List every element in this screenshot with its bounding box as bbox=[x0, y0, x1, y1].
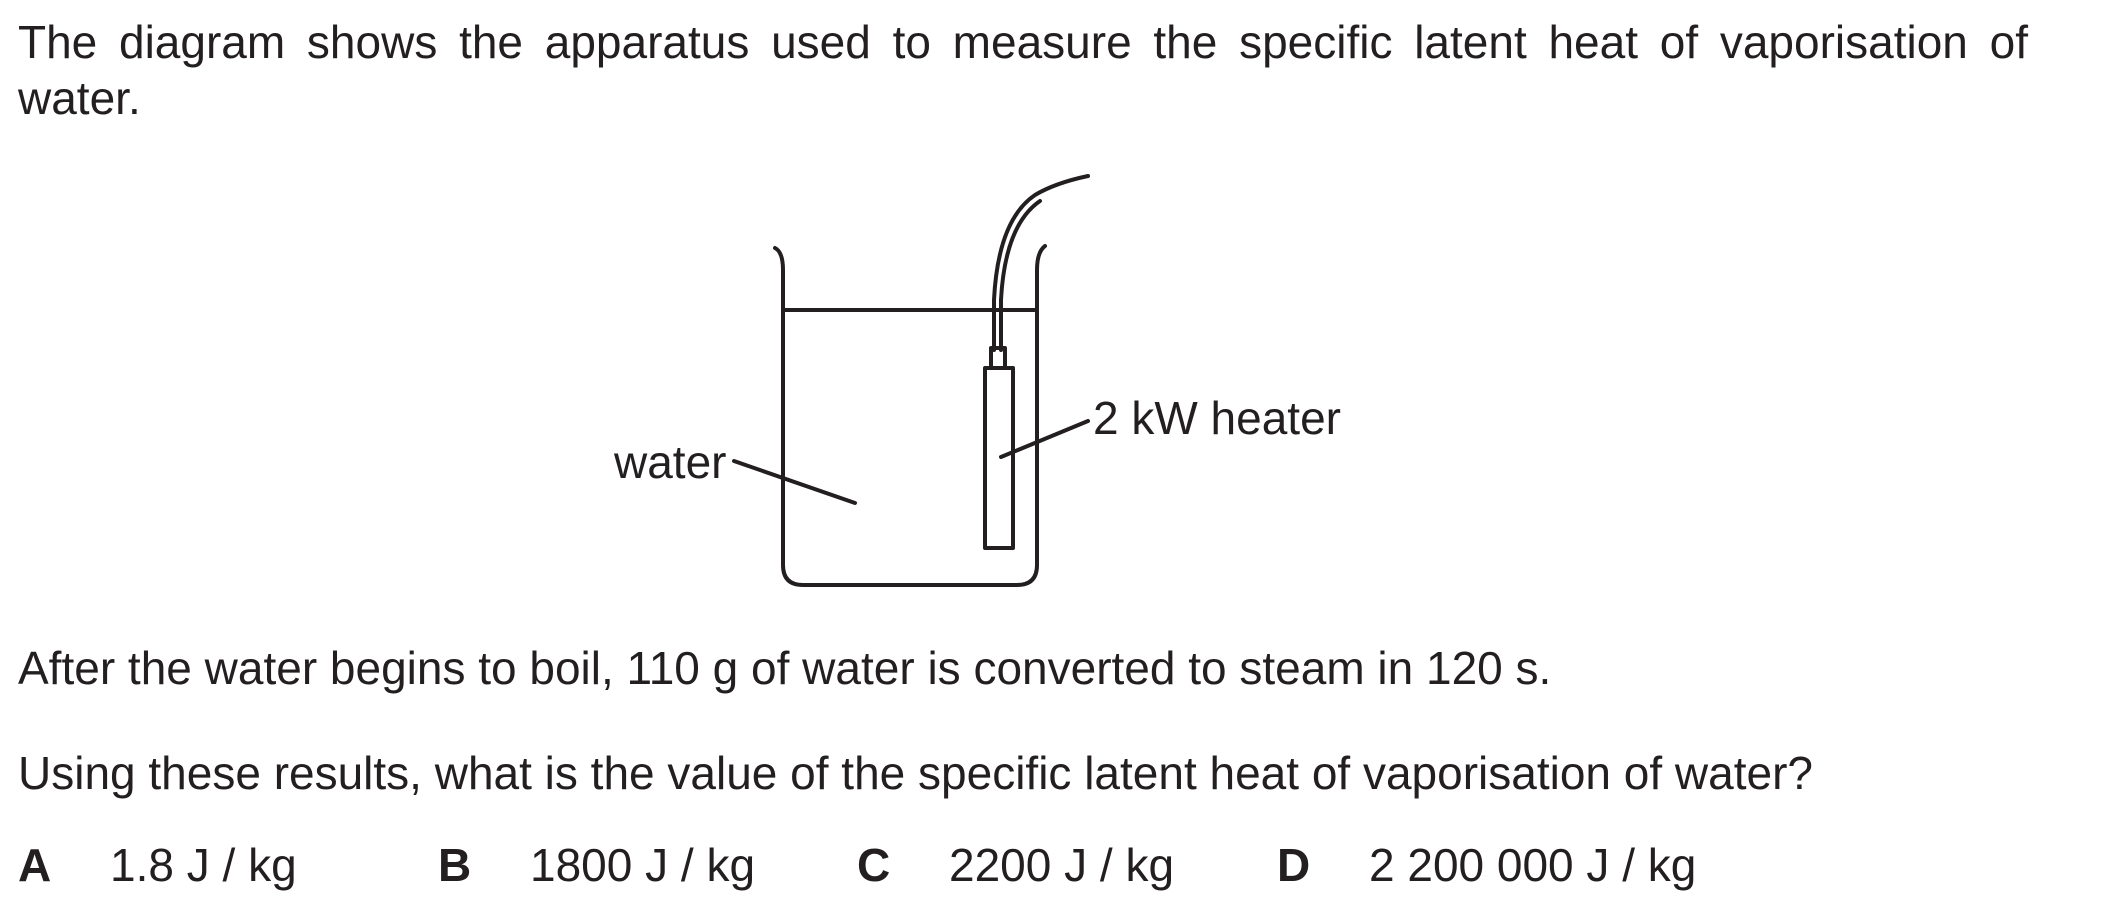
result-text: After the water begins to boil, 110 g of water is converted to steam in 120 s. bbox=[18, 642, 1552, 694]
heater bbox=[985, 368, 1013, 548]
heater-label: 2 kW heater bbox=[1093, 392, 1341, 444]
heater-cable-inner bbox=[1001, 201, 1040, 350]
intro-line-2: water. bbox=[18, 72, 141, 124]
option-value: 2 200 000 J / kg bbox=[1369, 839, 1697, 891]
water-label: water bbox=[614, 436, 727, 488]
intro-line-1: The diagram shows the apparatus used to measure the specific latent heat of vaporisation of bbox=[18, 16, 2028, 68]
option-value: 1800 J / kg bbox=[530, 839, 756, 891]
water-label-line bbox=[734, 461, 855, 503]
option-letter: A bbox=[18, 839, 52, 891]
option-letter: B bbox=[438, 839, 472, 891]
option-value: 1.8 J / kg bbox=[110, 839, 297, 891]
option-value: 2200 J / kg bbox=[949, 839, 1175, 891]
beaker bbox=[775, 246, 1045, 585]
option-letter: D bbox=[1277, 839, 1311, 891]
option-letter: C bbox=[857, 839, 891, 891]
prompt-text: Using these results, what is the value of the specific latent heat of vaporisation of water? bbox=[18, 747, 1813, 799]
